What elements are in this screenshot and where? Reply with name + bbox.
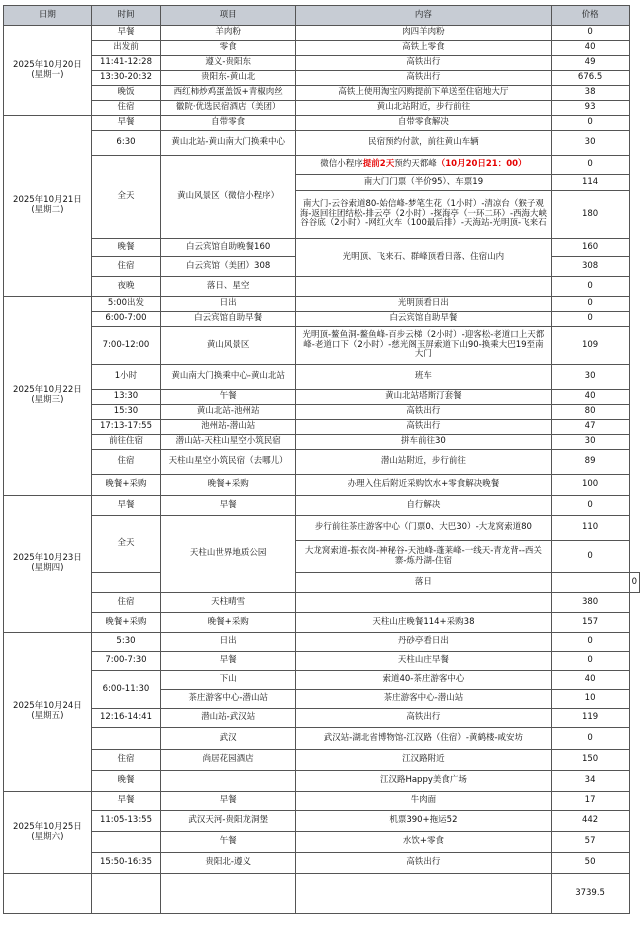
content-text: 微信小程序 xyxy=(320,159,363,170)
item-cell: 茶庄游客中心-潜山站 xyxy=(161,690,296,709)
time-cell: 全天 xyxy=(91,156,160,239)
price-cell: 0 xyxy=(551,652,629,671)
content-cell: 光明顶-鳌鱼洞-鳌鱼峰-百步云梯（2小时）-迎客松-老道口上天都峰-老道口下（2小时）-慈光阁玉屏索道下山90-换乘大巴19至南大门 xyxy=(296,327,551,365)
price-cell: 57 xyxy=(551,832,629,853)
item-cell: 遵义-贵阳东 xyxy=(161,56,296,71)
table-row xyxy=(4,593,640,613)
item-cell: 天柱山星空小筑民宿（去哪儿） xyxy=(161,450,296,475)
date-cell: 2025年10月20日 (星期一) xyxy=(4,26,92,116)
item-cell: 池州站-潜山站 xyxy=(161,420,296,435)
header-price: 价格 xyxy=(551,6,629,26)
time-cell: 早餐 xyxy=(91,26,160,41)
item-cell: 潜山站-武汉站 xyxy=(161,709,296,728)
content-cell xyxy=(296,156,551,175)
table-row xyxy=(4,516,640,541)
item-cell: 西红柿炒鸡蛋盖饭+青椒肉丝 xyxy=(161,86,296,101)
table-row xyxy=(4,792,640,811)
content-cell: 黄山北站附近，步行前往 xyxy=(296,101,551,116)
item-cell: 武汉天河-贵阳龙洞堡 xyxy=(161,811,296,832)
price-cell: 109 xyxy=(551,327,629,365)
time-cell: 15:30 xyxy=(91,405,160,420)
table-row xyxy=(4,613,640,633)
item-cell: 白云宾馆自助晚餐160 xyxy=(161,239,296,257)
item-cell: 黄山北站-池州站 xyxy=(161,405,296,420)
price-cell: 157 xyxy=(551,613,629,633)
time-cell: 11:05-13:55 xyxy=(91,811,160,832)
time-cell: 6:00-11:30 xyxy=(91,671,160,709)
table-row xyxy=(4,327,640,365)
time-cell: 住宿 xyxy=(91,750,160,771)
table-row xyxy=(4,86,640,101)
content-cell: 高铁出行 xyxy=(296,71,551,86)
price-cell: 50 xyxy=(551,853,629,874)
item-cell: 白云宾馆（美团）308 xyxy=(161,257,296,277)
empty-cell xyxy=(4,874,92,914)
price-cell: 110 xyxy=(551,516,629,541)
price-cell: 676.5 xyxy=(551,71,629,86)
price-cell: 114 xyxy=(551,175,629,191)
table-row xyxy=(4,496,640,516)
time-cell: 15:50-16:35 xyxy=(91,853,160,874)
item-cell: 尚居花园酒店 xyxy=(161,750,296,771)
content-cell: 高铁出行 xyxy=(296,709,551,728)
item-cell: 零食 xyxy=(161,41,296,56)
time-cell xyxy=(91,728,160,750)
content-cell: 天柱山庄早餐 xyxy=(296,652,551,671)
price-cell: 180 xyxy=(551,191,629,239)
content-cell: 牛肉面 xyxy=(296,792,551,811)
table-row xyxy=(4,56,640,71)
price-cell: 380 xyxy=(551,593,629,613)
price-cell: 0 xyxy=(551,297,629,312)
time-cell: 6:00-7:00 xyxy=(91,312,160,327)
content-cell: 江汉路Happy美食广场 xyxy=(296,771,551,792)
content-cell: 光明顶、飞来石、群峰顶看日落、住宿山内 xyxy=(296,239,551,277)
table-row xyxy=(4,709,640,728)
content-cell: 南大门-云谷索道80-始信峰-梦笔生花（1小时）-清凉台（猴子观海-返回往团结松-排云亭（2小时）-探海亭（一环二环）-西海大峡谷谷底（2小时）-网红火车（100最后排）-天海站-光明顶-飞来石 xyxy=(296,191,551,239)
table-row xyxy=(4,116,640,131)
content-cell: 高铁出行 xyxy=(296,420,551,435)
table-row xyxy=(4,26,640,41)
price-cell: 93 xyxy=(551,101,629,116)
time-cell: 1小时 xyxy=(91,365,160,390)
content-cell: 白云宾馆自助早餐 xyxy=(296,312,551,327)
item-cell: 早餐 xyxy=(161,652,296,671)
time-cell: 6:30 xyxy=(91,131,160,156)
content-cell: 步行前往茶庄游客中心（门票0、大巴30）-大龙窝索道80 xyxy=(296,516,551,541)
item-cell xyxy=(161,771,296,792)
item-cell: 早餐 xyxy=(161,792,296,811)
price-cell: 38 xyxy=(551,86,629,101)
time-cell: 13:30 xyxy=(91,390,160,405)
empty-cell xyxy=(296,874,551,914)
price-cell: 89 xyxy=(551,450,629,475)
table-row xyxy=(4,239,640,257)
date-cell: 2025年10月21日 (星期二) xyxy=(4,116,92,297)
table-row xyxy=(4,573,640,593)
time-cell: 住宿 xyxy=(91,450,160,475)
item-cell: 下山 xyxy=(161,671,296,690)
content-cell: 拼车前往30 xyxy=(296,435,551,450)
price-cell: 160 xyxy=(551,239,629,257)
time-cell: 住宿 xyxy=(91,101,160,116)
price-cell: 150 xyxy=(551,750,629,771)
content-cell: 黄山北站塔斯汀套餐 xyxy=(296,390,551,405)
table-row xyxy=(4,671,640,690)
time-cell: 早餐 xyxy=(91,792,160,811)
price-cell: 40 xyxy=(551,671,629,690)
highlight-date-text: （10月20日21：00） xyxy=(436,159,527,170)
time-cell: 17:13-17:55 xyxy=(91,420,160,435)
time-cell: 13:30-20:32 xyxy=(91,71,160,86)
table-row xyxy=(4,475,640,496)
content-text: 预约天都峰 xyxy=(394,159,437,170)
content-cell: 水饮+零食 xyxy=(296,832,551,853)
content-cell: 江汉路附近 xyxy=(296,750,551,771)
content-cell: 光明顶看日出 xyxy=(296,297,551,312)
time-cell: 12:16-14:41 xyxy=(91,709,160,728)
price-cell: 308 xyxy=(551,257,629,277)
item-cell: 晚餐+采购 xyxy=(161,475,296,496)
table-row xyxy=(4,312,640,327)
content-cell: 武汉站-湖北省博物馆-江汉路（住宿）-黄鹤楼-咸安坊 xyxy=(296,728,551,750)
time-cell: 住宿 xyxy=(91,257,160,277)
content-cell: 高铁上使用淘宝闪购提前下单送至住宿地大厅 xyxy=(296,86,551,101)
content-cell: 肉四羊肉粉 xyxy=(296,26,551,41)
content-cell: 高铁上零食 xyxy=(296,41,551,56)
item-cell: 贵阳东-黄山北 xyxy=(161,71,296,86)
item-cell: 落日、星空 xyxy=(161,277,296,297)
item-cell: 早餐 xyxy=(161,496,296,516)
empty-cell xyxy=(161,874,296,914)
time-cell: 晚餐+采购 xyxy=(91,613,160,633)
header-time: 时间 xyxy=(91,6,160,26)
time-cell: 11:41-12:28 xyxy=(91,56,160,71)
content-cell: 自行解决 xyxy=(296,496,551,516)
itinerary-table xyxy=(3,5,640,914)
item-cell: 自带零食 xyxy=(161,116,296,131)
item-cell: 徽院·优选民宿酒店（美团） xyxy=(161,101,296,116)
price-cell: 40 xyxy=(551,390,629,405)
content-cell: 办理入住后附近采购饮水+零食解决晚餐 xyxy=(296,475,551,496)
table-row xyxy=(4,277,640,297)
content-cell: 高铁出行 xyxy=(296,56,551,71)
price-cell: 0 xyxy=(551,496,629,516)
time-cell: 出发前 xyxy=(91,41,160,56)
table-row xyxy=(4,405,640,420)
time-cell: 晚餐 xyxy=(91,239,160,257)
content-cell: 高铁出行 xyxy=(296,405,551,420)
table-row xyxy=(4,832,640,853)
header-item: 项目 xyxy=(161,6,296,26)
table-row xyxy=(4,771,640,792)
table-row xyxy=(4,101,640,116)
price-cell: 30 xyxy=(551,365,629,390)
item-cell: 晚餐+采购 xyxy=(161,613,296,633)
price-cell: 0 xyxy=(551,633,629,652)
time-cell: 早餐 xyxy=(91,116,160,131)
item-cell: 日出 xyxy=(161,297,296,312)
price-cell: 49 xyxy=(551,56,629,71)
time-cell: 5:00出发 xyxy=(91,297,160,312)
item-cell: 午餐 xyxy=(161,832,296,853)
time-cell: 夜晚 xyxy=(91,277,160,297)
item-cell: 白云宾馆自助早餐 xyxy=(161,312,296,327)
time-cell xyxy=(91,832,160,853)
content-cell: 机票390+拖运52 xyxy=(296,811,551,832)
item-cell: 天柱晴雪 xyxy=(161,593,296,613)
price-cell: 0 xyxy=(629,573,639,593)
date-cell: 2025年10月24日 (星期五) xyxy=(4,633,92,792)
content-cell xyxy=(296,277,551,297)
content-cell: 自带零食解决 xyxy=(296,116,551,131)
item-cell: 天柱山世界地质公园 xyxy=(161,516,296,593)
time-cell: 早餐 xyxy=(91,496,160,516)
time-cell: 前往住宿 xyxy=(91,435,160,450)
date-cell: 2025年10月23日 (星期四) xyxy=(4,496,92,633)
table-row xyxy=(4,728,640,750)
table-row xyxy=(4,435,640,450)
header-date: 日期 xyxy=(4,6,92,26)
table-row xyxy=(4,853,640,874)
table-row xyxy=(4,652,640,671)
table-row xyxy=(4,297,640,312)
table-row xyxy=(4,750,640,771)
price-cell: 40 xyxy=(551,41,629,56)
price-cell: 80 xyxy=(551,405,629,420)
item-cell: 黄山南大门换乘中心-黄山北站 xyxy=(161,365,296,390)
item-cell: 午餐 xyxy=(161,390,296,405)
content-cell: 班车 xyxy=(296,365,551,390)
item-cell: 日出 xyxy=(161,633,296,652)
price-cell: 30 xyxy=(551,435,629,450)
time-cell: 7:00-12:00 xyxy=(91,327,160,365)
content-cell: 索道40-茶庄游客中心 xyxy=(296,671,551,690)
time-cell xyxy=(91,573,160,593)
content-cell xyxy=(296,593,551,613)
price-cell: 0 xyxy=(551,26,629,41)
time-cell: 全天 xyxy=(91,516,160,573)
price-cell: 0 xyxy=(551,156,629,175)
price-cell: 0 xyxy=(551,728,629,750)
content-cell: 天柱山庄晚餐114+采购38 xyxy=(296,613,551,633)
table-row xyxy=(4,390,640,405)
table-row xyxy=(4,156,640,175)
price-cell: 0 xyxy=(551,277,629,297)
item-cell: 羊肉粉 xyxy=(161,26,296,41)
price-cell: 30 xyxy=(551,131,629,156)
price-cell: 17 xyxy=(551,792,629,811)
content-cell: 潜山站附近，步行前往 xyxy=(296,450,551,475)
table-row xyxy=(4,811,640,832)
price-cell: 0 xyxy=(551,541,629,573)
date-cell: 2025年10月25日 (星期六) xyxy=(4,792,92,874)
item-cell: 武汉 xyxy=(161,728,296,750)
table-row xyxy=(4,131,640,156)
table-row xyxy=(4,633,640,652)
time-cell: 7:00-7:30 xyxy=(91,652,160,671)
time-cell: 晚餐+采购 xyxy=(91,475,160,496)
price-cell: 0 xyxy=(551,116,629,131)
content-cell: 茶庄游客中心-潜山站 xyxy=(296,690,551,709)
item-cell: 黄山北站-黄山南大门换乘中心 xyxy=(161,131,296,156)
price-cell: 100 xyxy=(551,475,629,496)
time-cell: 晚饭 xyxy=(91,86,160,101)
table-header-row xyxy=(4,6,640,26)
total-price: 3739.5 xyxy=(551,874,629,914)
price-cell: 34 xyxy=(551,771,629,792)
item-cell: 贵阳北-遵义 xyxy=(161,853,296,874)
item-cell: 黄山风景区（微信小程序） xyxy=(161,156,296,239)
price-cell: 47 xyxy=(551,420,629,435)
date-cell: 2025年10月22日 (星期三) xyxy=(4,297,92,496)
content-cell: 南大门门票（半价95）、车票19 xyxy=(296,175,551,191)
item-cell: 黄山风景区 xyxy=(161,327,296,365)
highlight-text: 提前2天 xyxy=(362,159,395,170)
table-row xyxy=(4,365,640,390)
header-content: 内容 xyxy=(296,6,551,26)
item-cell: 潜山站-天柱山星空小筑民宿 xyxy=(161,435,296,450)
content-cell xyxy=(551,573,629,593)
content-cell: 大龙窝索道-振衣岗-神秘谷-天池峰-蓬莱峰-一线天-青龙背--西关寨-炼丹湖-住宿 xyxy=(296,541,551,573)
content-cell: 高铁出行 xyxy=(296,853,551,874)
table-row xyxy=(4,71,640,86)
item-cell: 落日 xyxy=(296,573,551,593)
empty-cell xyxy=(91,874,160,914)
table-row xyxy=(4,420,640,435)
price-cell: 10 xyxy=(551,690,629,709)
content-cell: 丹砂亭看日出 xyxy=(296,633,551,652)
table-row xyxy=(4,41,640,56)
time-cell: 5:30 xyxy=(91,633,160,652)
content-cell: 民宿预约付款，前往黄山车辆 xyxy=(296,131,551,156)
price-cell: 442 xyxy=(551,811,629,832)
price-cell: 119 xyxy=(551,709,629,728)
time-cell: 晚餐 xyxy=(91,771,160,792)
total-row xyxy=(4,874,640,914)
price-cell: 0 xyxy=(551,312,629,327)
time-cell: 住宿 xyxy=(91,593,160,613)
table-row xyxy=(4,450,640,475)
